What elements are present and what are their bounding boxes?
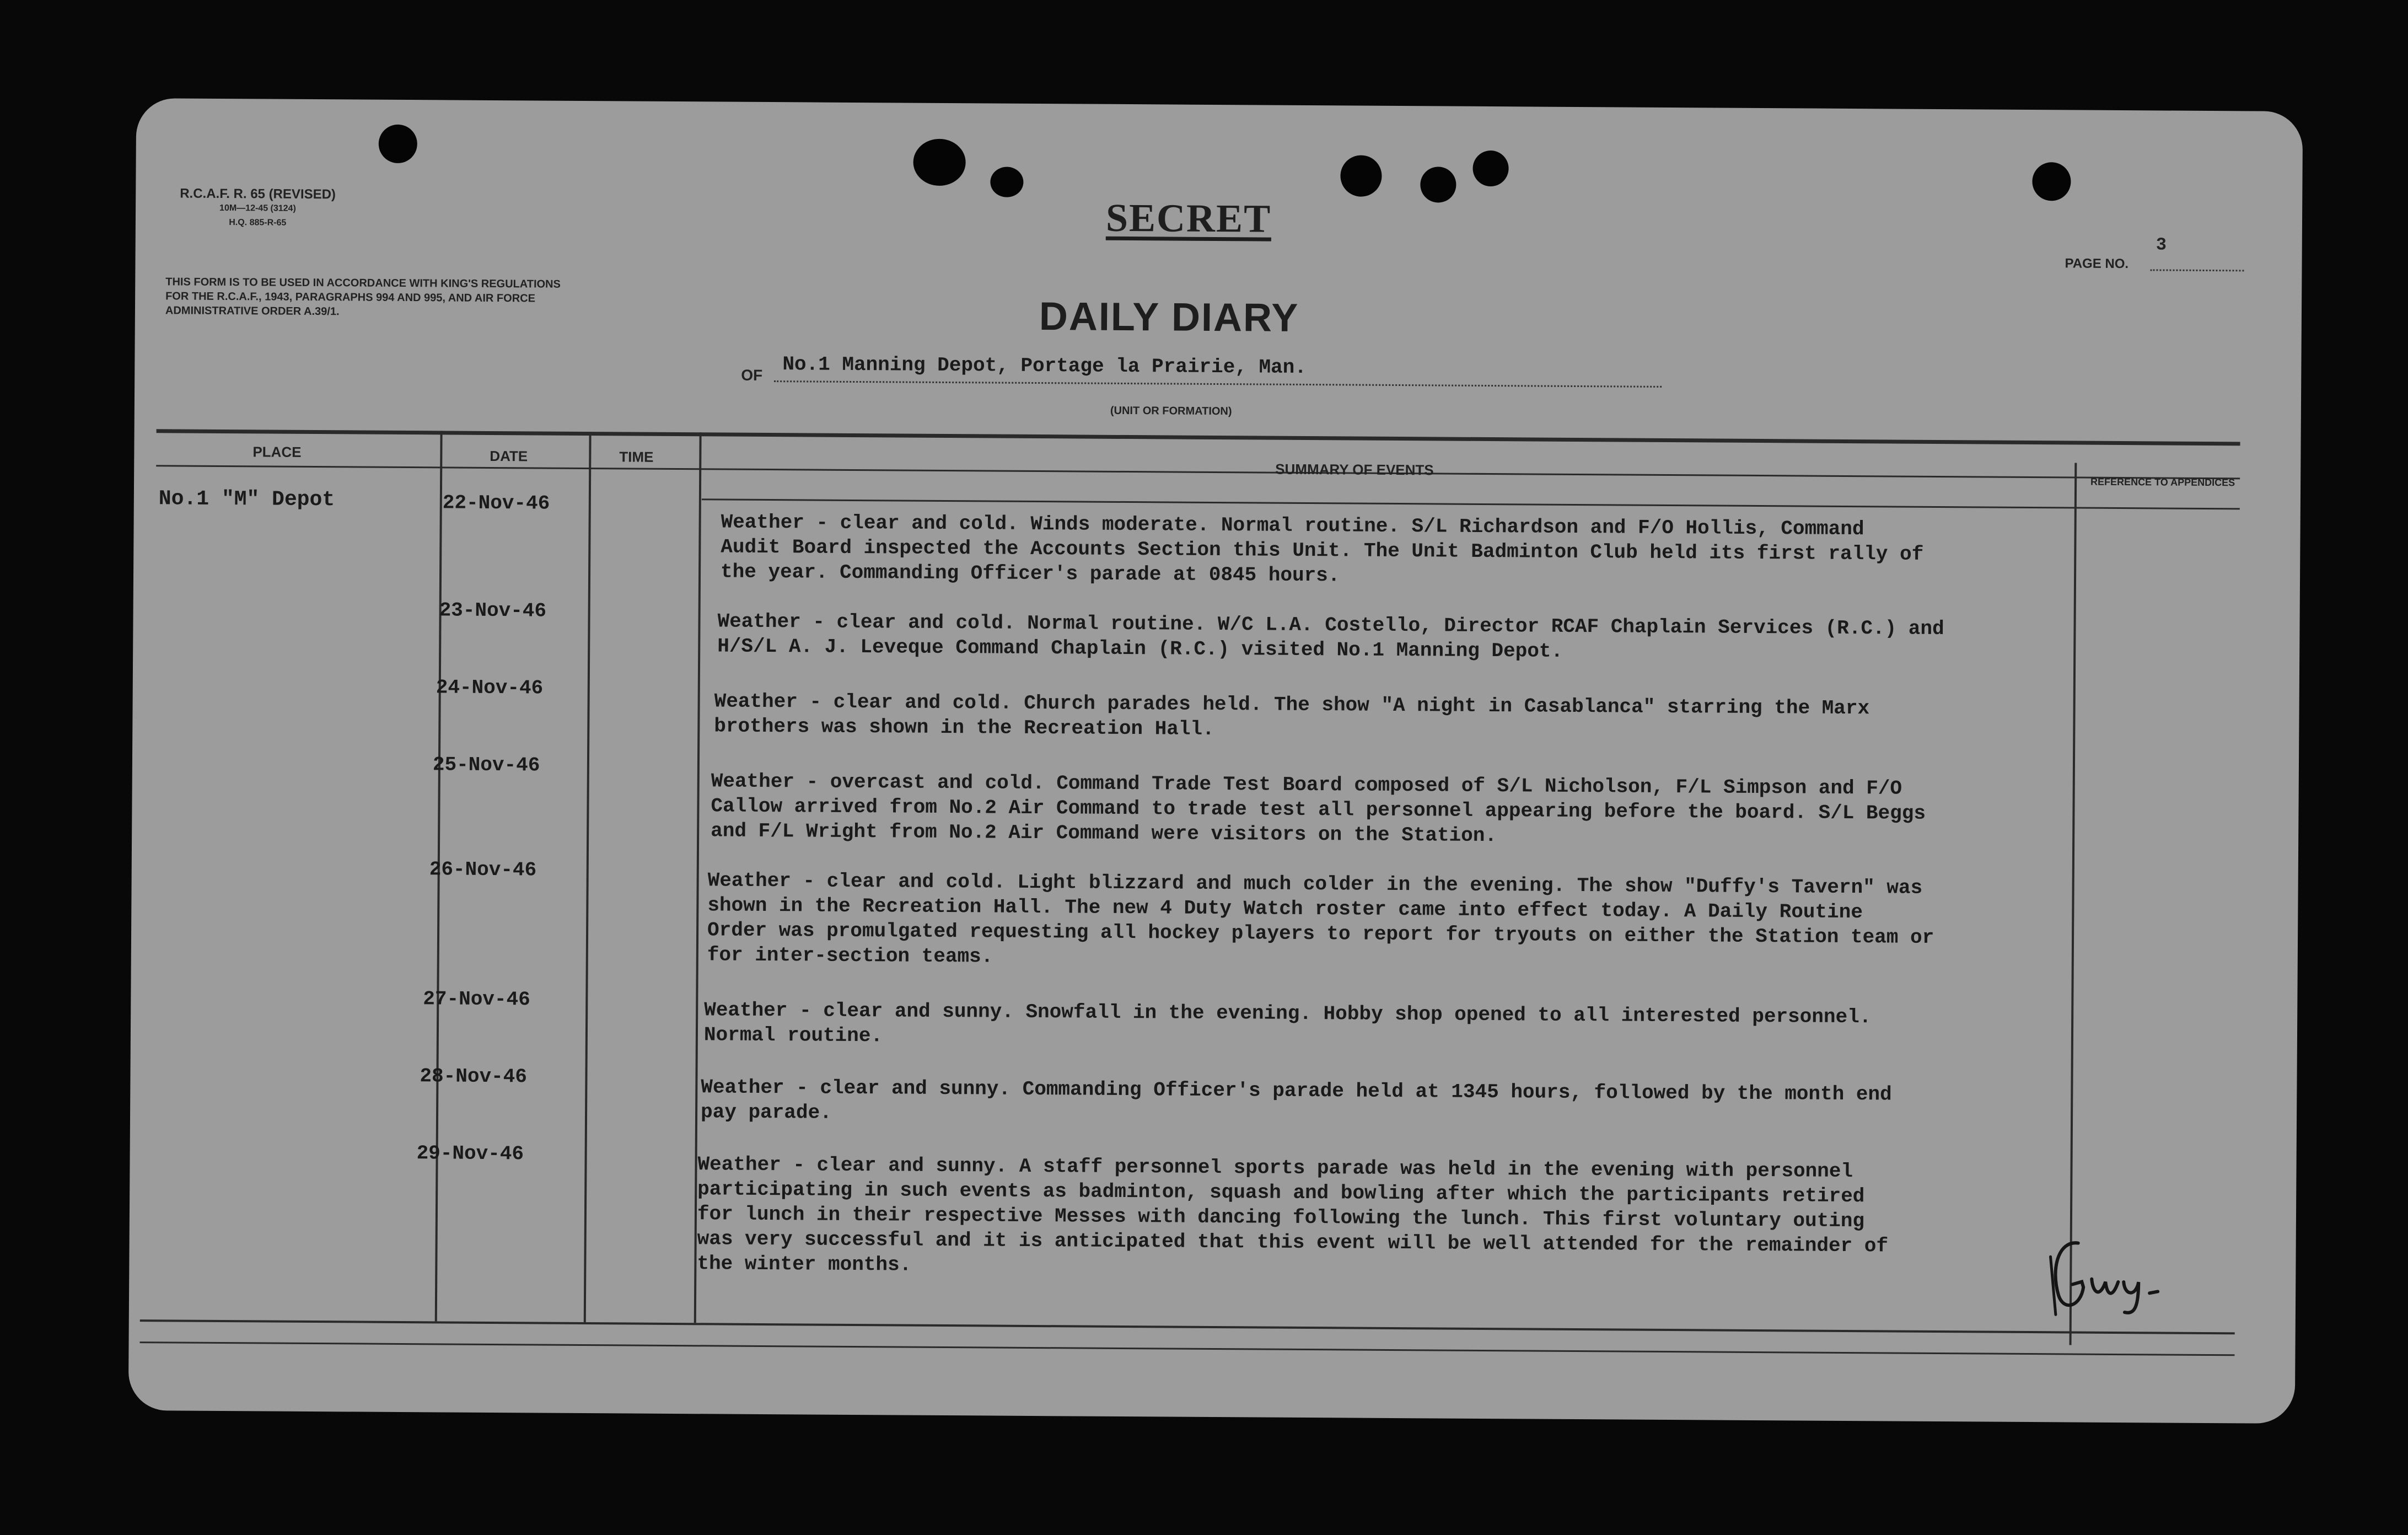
entry-date: 29-Nov-46 xyxy=(416,1142,524,1166)
entry-line: Weather - clear and sunny. Snowfall in the evening. Hobby shop opened to all interested personnel. xyxy=(704,999,1872,1029)
entry-line: Audit Board inspected the Accounts Section this Unit. The Unit Badminton Club held its first rally of xyxy=(721,535,1924,566)
entry-line: brothers was shown in the Recreation Hall. xyxy=(714,715,1214,740)
column-header-place: PLACE xyxy=(252,443,302,460)
entry-summary xyxy=(721,510,1924,592)
entry-line: participating in such events as badminton, squash and bowling after which the participants retired xyxy=(697,1178,1865,1208)
page-number-label: PAGE NO. xyxy=(2065,256,2129,272)
entry-line: the winter months. xyxy=(697,1252,912,1276)
entry-line: Callow arrived from No.2 Air Command to trade test all personnel appearing before the board. S/L Beggs xyxy=(711,795,1926,825)
column-divider xyxy=(2070,463,2077,1345)
entry-summary xyxy=(707,868,1934,975)
header-rule xyxy=(156,465,2240,479)
summary-header-rule xyxy=(702,498,2240,509)
signature-initials xyxy=(2047,1235,2169,1318)
entry-date: 28-Nov-46 xyxy=(420,1065,528,1088)
punch-hole xyxy=(990,167,1023,197)
entry-date: 24-Nov-46 xyxy=(436,676,544,700)
entry-line: Weather - clear and cold. Church parades held. The show "A night in Casablanca" starring the Marx xyxy=(714,690,1870,720)
entry-date: 25-Nov-46 xyxy=(432,753,540,777)
form-instructions: THIS FORM IS TO BE USED IN ACCORDANCE WITH KING'S REGULATIONS FOR THE R.C.A.F., 1943, PARAGRAPHS 994 AND 995, AND AIR FORCE ADMINISTRATIVE ORDER A.39/1. xyxy=(165,276,561,318)
entry-line: shown in the Recreation Hall. The new 4 Duty Watch roster came into effect today. A Daily Routine xyxy=(707,894,1863,924)
column-header-time: TIME xyxy=(619,448,654,465)
unit-caption: (UNIT OR FORMATION) xyxy=(1110,404,1232,418)
entry-line: Weather - clear and cold. Normal routine. W/C L.A. Costello, Director RCAF Chaplain Services (R.C.) and xyxy=(717,610,1944,641)
entry-line: for inter-section teams. xyxy=(707,943,993,968)
entry-summary xyxy=(697,1152,1889,1283)
punch-hole xyxy=(2032,162,2071,201)
entry-line: Weather - clear and cold. Light blizzard and much colder in the evening. The show "Duffy's Tavern" was xyxy=(707,869,1923,899)
entry-date: 22-Nov-46 xyxy=(442,491,550,515)
entry-line: Order was promulgated requesting all hockey players to report for tryouts on either the Station team or xyxy=(707,919,1934,949)
punch-hole xyxy=(913,139,966,186)
form-code-sub2: H.Q. 885-R-65 xyxy=(229,218,287,228)
entry-summary xyxy=(704,997,1872,1054)
column-header-date: DATE xyxy=(490,447,528,465)
entry-summary xyxy=(714,689,1869,745)
entry-line: the year. Commanding Officer's parade at 0845 hours. xyxy=(720,560,1340,587)
column-divider xyxy=(584,432,592,1322)
diary-card xyxy=(128,98,2303,1424)
unit-of-label: OF xyxy=(741,366,763,384)
entry-date: 26-Nov-46 xyxy=(429,858,537,882)
place-value: No.1 "M" Depot xyxy=(158,487,335,512)
form-code-sub1: 10M—12-45 (3124) xyxy=(219,203,296,213)
entry-summary xyxy=(701,1075,1892,1131)
page-title: DAILY DIARY xyxy=(1039,294,1299,340)
column-header-summary: SUMMARY OF EVENTS xyxy=(1275,460,1434,479)
column-header-reference: REFERENCE TO APPENDICES xyxy=(2090,476,2235,489)
unit-line xyxy=(774,380,1662,388)
table-bottom-rule xyxy=(140,1319,2235,1334)
punch-hole xyxy=(1420,167,1456,202)
entry-line: Normal routine. xyxy=(703,1023,883,1048)
page-number: 3 xyxy=(2156,234,2167,255)
entry-summary xyxy=(711,769,1926,850)
card-bottom-rule xyxy=(140,1341,2235,1356)
entry-line: Weather - clear and cold. Winds moderate. Normal routine. S/L Richardson and F/O Hollis, Command xyxy=(721,511,1864,541)
punch-hole xyxy=(1472,151,1508,186)
entry-date: 23-Nov-46 xyxy=(439,599,547,622)
page-number-line xyxy=(2150,269,2244,271)
entry-line: was very successful and it is anticipated that this event will be well attended for the remainder of xyxy=(697,1227,1889,1258)
form-code xyxy=(180,187,336,231)
entry-line: and F/L Wright from No.2 Air Command were visitors on the Station. xyxy=(711,819,1497,847)
punch-hole xyxy=(379,125,417,163)
entry-summary xyxy=(717,609,1944,666)
entry-line: pay parade. xyxy=(700,1101,832,1124)
punch-hole xyxy=(1340,155,1382,196)
entry-line: Weather - clear and sunny. A staff personnel sports parade was held in the evening with personnel xyxy=(697,1153,1853,1183)
entry-line: Weather - overcast and cold. Command Trade Test Board composed of S/L Nicholson, F/L Simpson and F/O xyxy=(711,770,1902,800)
entry-line: Weather - clear and sunny. Commanding Officer's parade held at 1345 hours, followed by the month end xyxy=(701,1076,1892,1106)
table-top-rule xyxy=(157,429,2240,446)
unit-name: No.1 Manning Depot, Portage la Prairie, Man. xyxy=(782,353,1307,379)
entry-line: H/S/L A. J. Leveque Command Chaplain (R.C.) visited No.1 Manning Depot. xyxy=(717,635,1563,663)
entry-date: 27-Nov-46 xyxy=(423,987,530,1011)
form-code-main: R.C.A.F. R. 65 (REVISED) xyxy=(180,186,336,202)
entry-line: for lunch in their respective Messes with dancing following the lunch. This first voluntary outing xyxy=(697,1203,1865,1233)
classification-stamp: SECRET xyxy=(1105,195,1272,241)
